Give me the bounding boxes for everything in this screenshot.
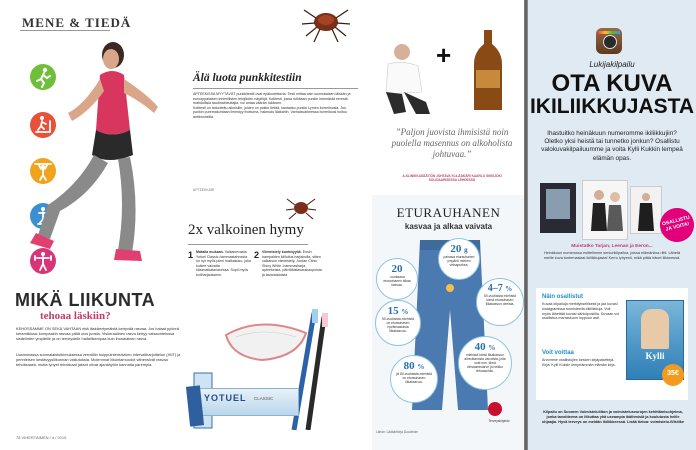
tb2-name: Viimeistely kuntotyyliä. (262, 250, 302, 254)
bubble-1-unit: g (464, 246, 468, 254)
main-headline: MIKÄ LIIKUNTA (15, 290, 156, 310)
instagram-camera-icon (596, 28, 622, 54)
bubble-6-value: 80 (403, 360, 415, 372)
tb2-number: 2 (254, 250, 260, 260)
stat-bubble-4 (375, 300, 421, 346)
senior-photo-2 (582, 180, 628, 240)
tick-image-large (296, 0, 352, 50)
right-magazine-page (528, 0, 696, 450)
how-to-text: Kuvaa kilpailuja merkityksellisesti ja jaa kuvasi Instagramissa tunnisteella #ikiliikkuja. Voit myös lähettää kuvasi sähköpostilla. Kuvaan voi osallistua marraskuun loppuun asti. (542, 302, 620, 321)
bubble-2-text: -vuotiaana eturauhanen alkaa kasvaa. (383, 275, 411, 287)
stat-bubble-2 (376, 258, 418, 300)
stat-bubble-5 (458, 336, 512, 390)
contest-title-line1: OTA KUVA (551, 70, 673, 97)
toothpaste-sub: CLASSIC (254, 396, 274, 401)
book-price: 35€ (667, 370, 679, 377)
stat-bubble-6 (390, 355, 438, 403)
bubble-4-value: 15 (387, 305, 399, 317)
contest-title-line2: IKILIIKKUJASTA (529, 95, 695, 118)
bubble-4-unit: % (401, 308, 409, 316)
plus-sign: + (436, 40, 452, 70)
tb1-text: Valkaisevasta Yotuel Classic-hammastahnasta on nyt myös pieni matkakoko, joka kulkee vaivatta käsimatkatavaroissa. Sopii myös kotiharjaukseen. (196, 250, 251, 277)
lead-paragraph: KEHOSSAMME ON SEKÄ VAHTAAN että läskikertymäistä kertyvää rasvaa. Jos halaat pyöreä keramiikkaa: kumpaakin rasvaa pitää ulos juosta. Viskeraalinen rasva kertyy vatsaontelossa sisäelinten ympärille ja on terveydelle haitallisempaa kuin ihonalainen rasva. (16, 326, 179, 341)
participate-badge-text: OSALLISTU JA VOITA! (661, 214, 691, 233)
eturauhanen-title: ETURAUHANEN (396, 205, 501, 220)
section-header: MENE & TIEDÄ (22, 15, 132, 30)
prize-text: Arvomme osallistujien kesken kirjapaketteja. Kirja: Kylli Kukkin lempeämmän elämän kirja. (542, 358, 616, 367)
prize-title: Voit voittaa (542, 350, 574, 356)
tick-image-small (284, 193, 318, 223)
eturauhanen-source: Lähde: Lääkärikirja Duodecim (376, 430, 419, 434)
alcohol-quote: ”Paljon juovista ihmisistä noin puolella masennus on alkoholista johtuvaa.” (391, 127, 513, 159)
winner-text: Heinäkuun numerossa esittelimme seniorikilpailua, joissa elämäniloa riitti. Lähetä meille kuva tuntemastasi ikiliikkujasta! Kerro lyhyesti, mikä pitää hänet liikkeessä. (543, 251, 681, 260)
bubble-3-text: 50-vuotiaista miehistä kärsii eturauhasen liikakasvun oireista. (484, 294, 516, 306)
header-rule (20, 30, 110, 31)
how-to-title: Näin osallistut (542, 294, 584, 300)
stat-bubble-3 (476, 278, 524, 326)
contest-footer: Kilpailu on Suomen Voimisteluliiton ja voimisteluseurojen kehittämisohjelma, jonka tavoitteena on liikuttaa yhä useampia ikäihmisiä ja koulutusta heille ohjaajia. Hyvä terveys on meidän ikiliikkeessä. Lisää tietoa: voimistelu.fi/ikilike (541, 410, 685, 424)
tb1-name: Matalla mukaan. (196, 250, 224, 254)
senior-photo-1 (540, 183, 576, 233)
toothbrush-title: 2x valkoinen hymy (188, 222, 304, 238)
quote-source: A-KLINIKKASÄÄTIÖN JOHTAVA YLILÄÄKÄRI KAARLO SIMOJOKI SOLIDAARISESSA LEHDESSÄ (402, 174, 502, 182)
page-gutter (524, 0, 528, 450)
price-badge (662, 364, 684, 386)
tb1-number: 1 (188, 250, 194, 260)
toothbrush-title-rule (188, 244, 308, 245)
terveyskirjasto-logo-icon (488, 402, 502, 416)
stat-bubble-1 (438, 238, 480, 280)
bubble-3-value: 4–7 (487, 283, 503, 294)
contest-kicker: Lukijakilpailu (589, 60, 635, 69)
bubble-5-unit: % (488, 344, 496, 352)
tb2-description (262, 250, 324, 278)
eturauhanen-subtitle: kasvaa ja alkaa vaivata (404, 222, 493, 231)
middle-magazine-page (372, 0, 525, 450)
winner-name: Muistatko Tarjan, Leenan ja Eeron... (571, 244, 653, 249)
contest-intro: Ihastuitko heinäkuun numeromme ikiliikkujiin? Oletko yksi heistä tai tunnetko jonkun? Osallistu valokuvakilpailuumme ja voita Kylli Kukkin lempeä elämän opas. (541, 130, 683, 162)
bubble-5-value: 40 (474, 341, 486, 353)
bubble-1-value: 20 (450, 243, 462, 255)
tick-article-title: Älä luota punkkitestiin (193, 72, 302, 84)
bubble-6-unit: % (417, 363, 425, 371)
bubble-2-value: 20 (391, 263, 403, 275)
tb1-description (196, 250, 251, 278)
body-paragraph: Uusimmassa suomalaistutkimuksessa verrattiin huippuintensiivisen intervallharjoittelun (HIIT) ja perinteisen kestävyysliikunnan vaikutuksia. Molemmat liikuntamuodot vähensivät rasvaa tehokkaasti, mutta lyhyet tehokkaat jaksot olivat ajankäytön kannalta parempia. (16, 352, 181, 367)
tick-title-rule (193, 88, 358, 89)
page-footer: 78 VIHERTAIMEN / 4 / 2015 (16, 435, 67, 440)
bubble-5-text: miehistä kärsii liikakasvun aiheuttamista vaivoista, joita ovat mm. tiheä virtsaamistarve ja heikko virtsasuihku. (464, 353, 506, 373)
bubble-3-unit: % (505, 285, 513, 293)
tick-source: APTEEKKARI (193, 188, 215, 192)
book-title: Kylli (645, 351, 665, 361)
toothpaste-box (195, 388, 299, 416)
participate-badge (656, 204, 696, 245)
senior-photo-3 (630, 186, 662, 234)
bubble-1-text: painava eturauhanen ympäröi miehen virtsaputkea. (443, 255, 475, 267)
main-subheadline: tehoaa läskiin? (40, 310, 111, 322)
toothpaste-brand: YOTUEL (204, 393, 247, 403)
bubble-6-text: yli 80-vuotiaista miehistä on eturauhasen liikakasvua. (396, 372, 432, 384)
tick-article-body: APTEEKISSA MYYTÄVÄT punkkitestit ovat epäluotettavia. Testi mittaa vain suomalaisen läiskän ja eurooppalaisen inhimillisten tekijöiden näyttöjä. Kotitesti, jossa tutkitaan punkin imemästä verestä mahdollisia taudinaiheuttajia, voi antaa väärän tuloksen. Kotitesti on tarkoitettu aikuisille, joiden on pakko tietää, kantaako punkki Lymen borrelioosia. Jos punkin puremakohtaan ilmestyy ihottuma, hakeudu lääkäriin. Varhaisvaiheessa borrelioosi hoituu antibiooteilla. (193, 92, 351, 119)
bubble-4-text: 50-vuotiaista miehistä on eturauhasen hyvänlaatuista liikakasvua. (382, 317, 414, 333)
source-logo-label: Terveyskirjasto (488, 419, 510, 423)
running-woman-photo (8, 35, 178, 285)
tb2-text: Ensin hampaiden kiilloitus harjaksilla, sitten valkaisun viimeistely. Jordan Clinic Shiny White -hammasharja, apteekeista, päivittäistavarakaupoista ja tavarataloista. (262, 250, 322, 277)
